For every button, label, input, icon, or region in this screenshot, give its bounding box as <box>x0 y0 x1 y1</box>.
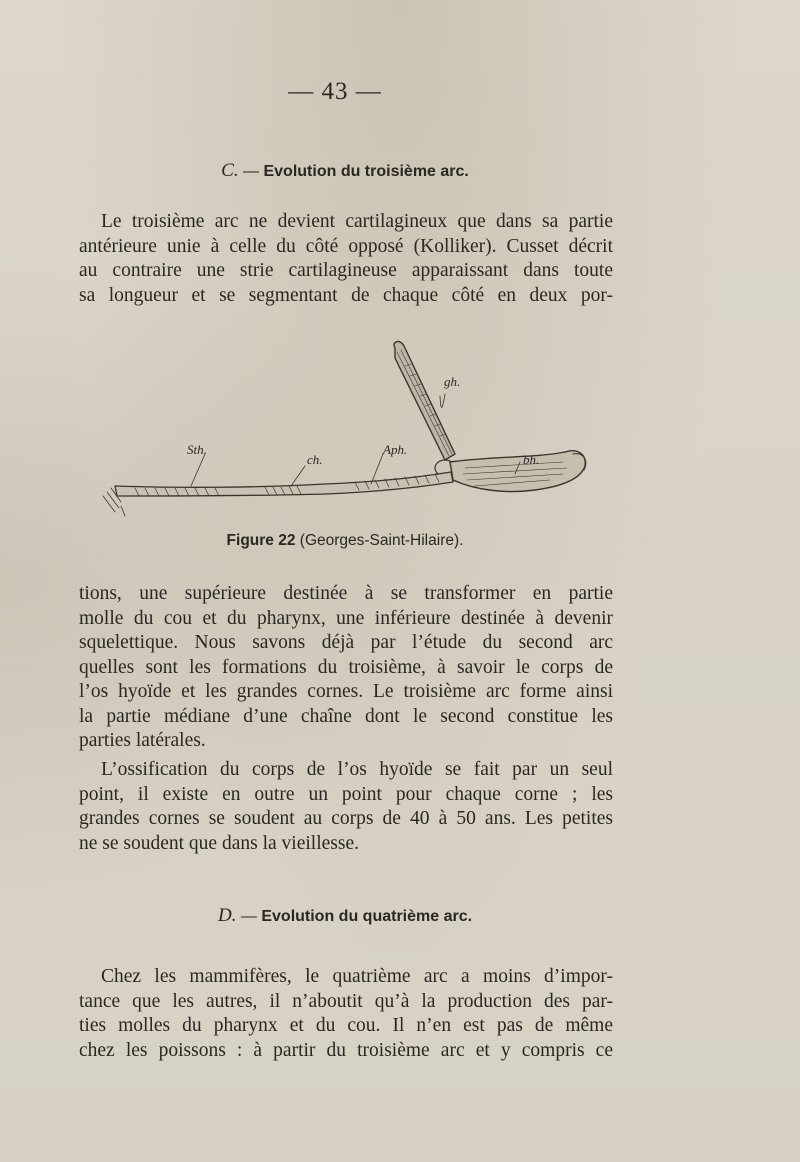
section-dash: — <box>243 163 260 180</box>
text-line: Chez les mammifères, le quatrième arc a moins d’impor- <box>101 966 613 987</box>
paragraph-2 <box>79 582 613 754</box>
section-heading-c <box>0 160 690 182</box>
label-aph: Aph. <box>383 442 408 457</box>
text-line: chez les poissons : à partir du troisième arc et y compris ce <box>79 1039 613 1061</box>
paragraph-3 <box>79 758 613 856</box>
section-letter: C. <box>221 160 239 181</box>
text-line: tions, une supérieure destinée à se transformer en partie <box>79 583 613 604</box>
section-title: Evolution du troisième arc. <box>263 163 469 180</box>
label-ch: ch. <box>307 452 323 467</box>
text-line: quelles sont les formations du troisième, à savoir le corps de <box>79 656 613 678</box>
text-line: ties molles du pharynx et du cou. Il n’en est pas de même <box>79 1015 613 1036</box>
text-line: parties latérales. <box>79 730 206 751</box>
figure-source: (Georges-Saint-Hilaire). <box>299 532 464 549</box>
label-bh: bh. <box>523 452 540 467</box>
text-line: au contraire une strie cartilagineuse apparaissant dans toute <box>79 260 613 281</box>
text-line: squelettique. Nous savons déjà par l’étude du second arc <box>79 632 613 653</box>
text-line: grandes cornes se soudent au corps de 40 à 50 ans. Les petites <box>79 808 613 829</box>
section-dash: — <box>240 908 257 925</box>
section-heading-d <box>0 905 690 927</box>
label-sth: Sth. <box>187 442 207 457</box>
text-line: Le troisième arc ne devient cartilagineux que dans sa partie <box>101 211 613 232</box>
hyoid-arch-figure <box>95 336 595 526</box>
text-line: antérieure unie à celle du côté opposé (Kolliker). Cusset décrit <box>79 235 613 257</box>
text-line: molle du cou et du pharynx, une inférieure destinée à devenir <box>79 607 613 629</box>
figure-caption <box>0 532 690 550</box>
section-title: Evolution du quatrième arc. <box>261 908 473 925</box>
text-line: la partie médiane d’une chaîne dont le second constitue les <box>79 705 613 727</box>
text-line: ne se soudent que dans la vieillesse. <box>79 832 359 854</box>
text-line: point, il existe en outre un point pour chaque corne ; les <box>79 783 613 805</box>
section-letter: D. <box>217 905 237 926</box>
text-line: tance que les autres, il n’aboutit qu’à la production des par- <box>79 990 613 1012</box>
text-line: L’ossification du corps de l’os hyoïde se fait par un seul <box>101 759 613 780</box>
label-gh: gh. <box>444 374 461 389</box>
paragraph-1 <box>79 210 613 308</box>
text-line: l’os hyoïde et les grandes cornes. Le troisième arc forme ainsi <box>79 681 613 702</box>
figure-number: Figure 22 <box>226 532 296 549</box>
paragraph-4 <box>79 965 613 1063</box>
text-line: sa longueur et se segmentant de chaque côté en deux por- <box>79 284 613 306</box>
page-number: — 43 — <box>288 78 382 105</box>
